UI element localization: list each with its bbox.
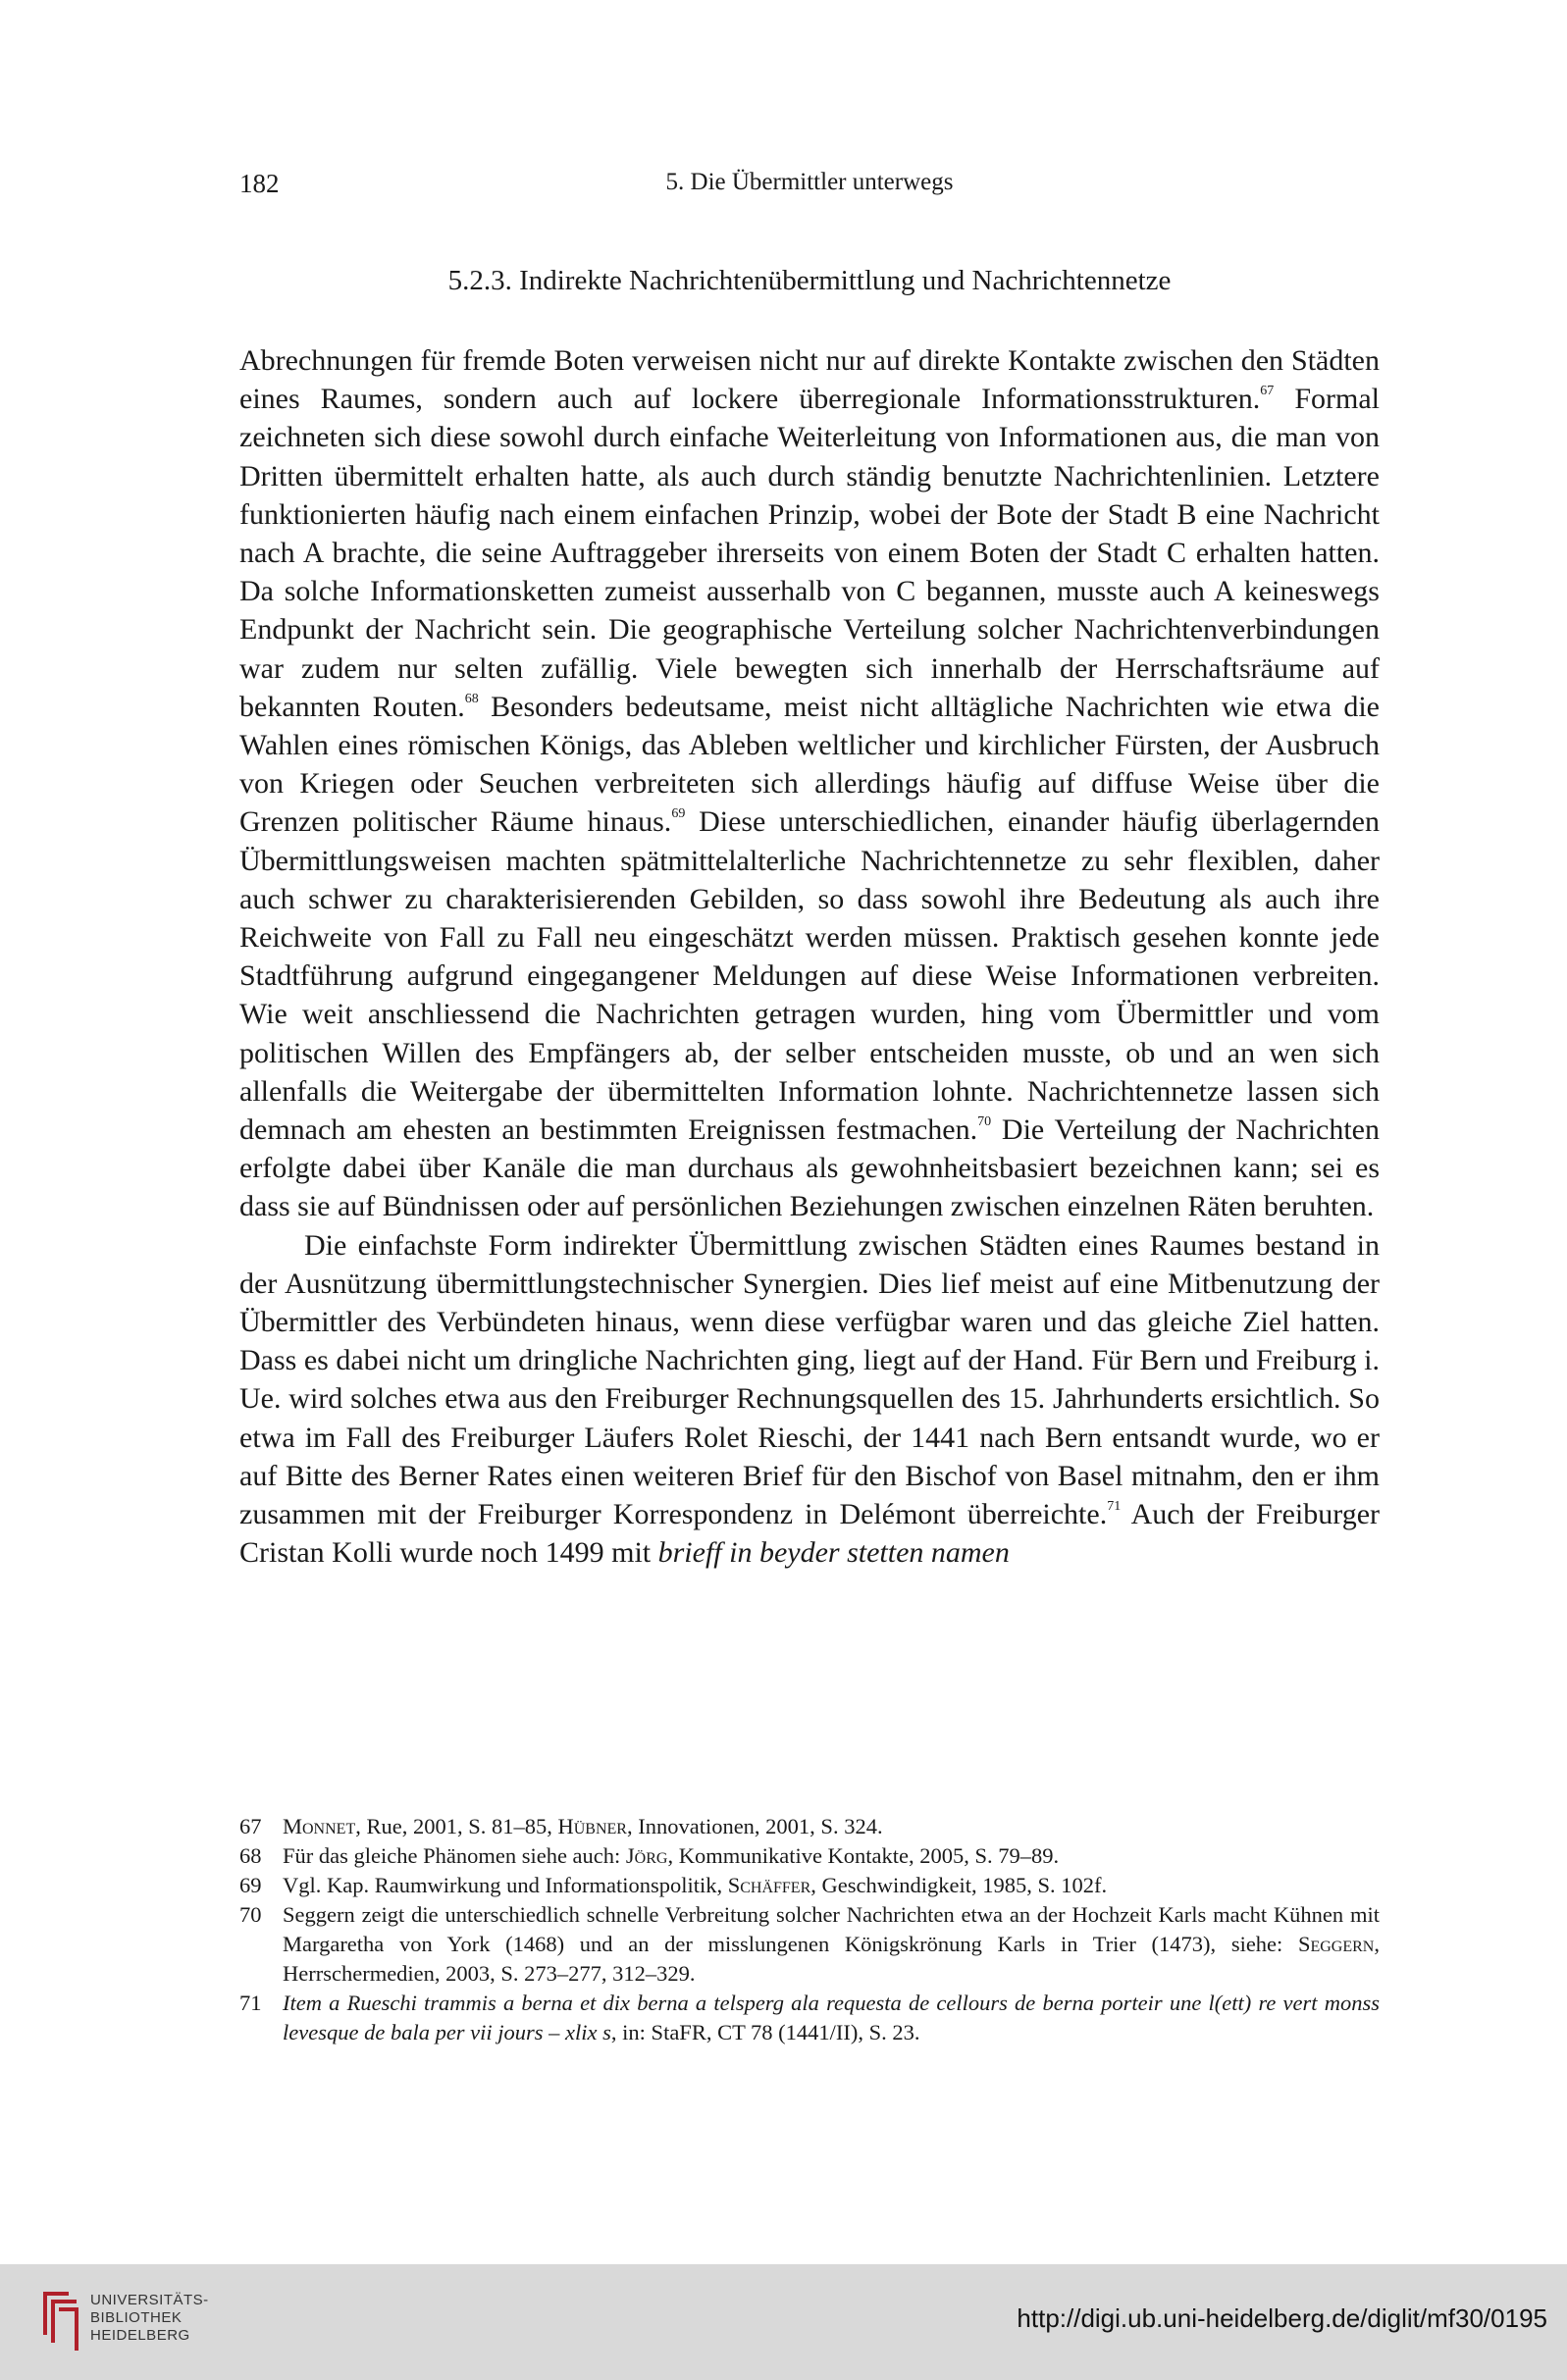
footnote-69 [239, 1871, 1380, 1900]
citation: , Rue, 2001, S. 81–85, [355, 1814, 558, 1838]
section-heading: 5.2.3. Indirekte Nachrichtenübermittlung und Nachrichtennetze [447, 265, 1172, 296]
library-name-line: BIBLIOTHEK [90, 2309, 183, 2326]
citation: , Innovationen, 2001, S. 324. [626, 1814, 883, 1838]
p1-sentence-4: Diese unterschiedlichen, einander häufig überlagernden Übermittlungsweisen machten spätmittelalterliche Nachrichtennetze zu sehr flexiblen, daher auch schwer zu charakterisierenden Gebilden, so dass sowohl ihre Bedeutung als auch ihre Reichweite von Fall zu Fall neu eingeschätzt werden müssen. Praktisch gesehen konnte jede Stadtführung aufgrund eingegangener Meldungen auf diese Weise Informationen verbreiten. Wie weit anschliessend die Nachrichten getragen wurden, hing vom Übermittler und vom politischen Willen des Empfängers ab, der selber entscheiden musste, ob und an wen sich allenfalls die Weitergabe der übermittelten Information lohnte. Nachrichtennetze lassen sich demnach am ehesten an bestimmten Ereignissen festmachen. [239, 805, 1380, 1147]
author-name: Schäffer [727, 1873, 811, 1897]
footnote-number: 68 [239, 1843, 262, 1868]
library-name [90, 2292, 209, 2345]
footnote-ref-71: 71 [1107, 1499, 1122, 1515]
source-url-link[interactable]: http://digi.ub.uni-heidelberg.de/diglit/mf30/0195 [1017, 2303, 1547, 2333]
running-header [239, 169, 1380, 208]
footnote-ref-68: 68 [464, 691, 479, 706]
author-name: Seggern [1297, 1932, 1375, 1956]
p1-sentence-3: Besonders bedeutsame, meist nicht alltägliche Nachrichten wie etwa die Wahlen eines römischen Königs, das Ableben weltlicher und kirchlicher Fürsten, der Ausbruch von Kriegen oder Seuchen verbreiteten sich allerdings häufig auf diffuse Weise über die Grenzen politischer Räume hinaus. [239, 690, 1380, 839]
library-banner [0, 2264, 1567, 2380]
footnote-number: 67 [239, 1814, 262, 1838]
footnote-68 [239, 1841, 1380, 1871]
author-name: Monnet [283, 1814, 356, 1838]
library-name-line: HEIDELBERG [90, 2327, 190, 2344]
citation: , Geschwindigkeit, 1985, S. 102f. [810, 1873, 1108, 1897]
footnote-text [283, 1900, 1380, 1989]
footnote-70 [239, 1900, 1380, 1989]
footnote-ref-67: 67 [1260, 384, 1275, 399]
citation: , Kommunikative Kontakte, 2005, S. 79–89. [667, 1843, 1060, 1868]
p2-sentence-1: Die einfachste Form indirekter Übermittlung zwischen Städten eines Raumes bestand in der Ausnützung übermittlungstechnischer Synergien. Dies lief meist auf eine Mitbenutzung der Übermittler des Verbündeten hinaus, wenn diese verfügbar waren und das gleiche Ziel hatten. Dass es dabei nicht um dringliche Nachrichten ging, liegt auf der Hand. Für Bern und Freiburg i. Ue. wird solches etwa aus den Freiburger Rechnungsquellen des 15. Jahrhunderts ersichtlich. So etwa im Fall des Freiburger Läufers Rolet Rieschi, der 1441 nach Bern entsandt wurde, wo er auf Bitte des Berner Rates einen weiteren Brief für den Bischof von Basel mitnahm, den er ihm zusammen mit der Freiburger Korrespondenz in Delémont überreichte. [239, 1228, 1380, 1531]
library-name-line: UNIVERSITÄTS- [90, 2292, 209, 2308]
footnote-71 [239, 1989, 1380, 2047]
p1-sentence-1: Abrechnungen für fremde Boten verweisen nicht nur auf direkte Kontakte zwischen den Städten eines Raumes, sondern auch auf lockere überregionale Informationsstrukturen. [239, 344, 1380, 416]
p2-sentence-2: Auch der Freiburger Cristan Kolli wurde noch 1499 mit [239, 1498, 1380, 1570]
footnote-text [283, 1812, 1380, 1841]
author-name: Jörg [625, 1843, 668, 1868]
footnote-number: 71 [239, 1991, 262, 2015]
page-number: 182 [239, 169, 280, 198]
p1-sentence-2: Formal zeichneten sich diese sowohl durch einfache Weiterleitung von Informationen aus, die man von Dritten übermittelt erhalten hatte, als auch durch ständig benutzte Nachrichtenlinien. Letztere funktionierten häufig nach einem einfachen Prinzip, wobei der Bote der Stadt B eine Nachricht nach A brachte, die seine Auftraggeber ihrerseits von einem Boten der Stadt C erhalten hatten. Da solche Informationsketten zumeist ausserhalb von C begannen, musste auch A keineswegs Endpunkt der Nachricht sein. Die geographische Verteilung solcher Nachrichtenverbindungen war zudem nur selten zufällig. Viele bewegten sich innerhalb der Herrschaftsräume auf bekannten Routen. [239, 383, 1380, 723]
footnotes [239, 1812, 1380, 2047]
author-name: Hübner [557, 1814, 627, 1838]
footnote-text [283, 1989, 1380, 2047]
footnote-number: 70 [239, 1902, 262, 1927]
p1-sentence-5: Die Verteilung der Nachrichten erfolgte dabei über Kanäle die man durchaus als gewohnheitsbasiert bezeichnen kann; sei es dass sie auf Bündnissen oder auf persönlichen Beziehungen zwischen einzelnen Räten beruhten. [239, 1113, 1381, 1223]
body-text [239, 341, 1380, 1573]
citation: Seggern zeigt die unterschiedlich schnelle Verbreitung solcher Nachrichten etwa an der Hochzeit Karls macht Kühnen mit Margaretha von York (1468) und an der misslungenen Königskrönung Karls in Trier (1473), siehe: [283, 1902, 1380, 1956]
paragraph-1 [239, 341, 1380, 1226]
footnote-text [283, 1841, 1380, 1871]
source-quote: Item a Rueschi trammis a berna et dix berna a telsperg ala requesta de cellours de berna porteir une l(ett) re vert monss levesque de bala per vii jours – xlix s [283, 1991, 1380, 2044]
running-title: 5. Die Übermittler unterwegs [665, 169, 954, 195]
footnote-67 [239, 1812, 1380, 1841]
footnote-ref-69: 69 [671, 806, 686, 822]
citation: , Herrschermedien, 2003, S. 273–277, 312–329. [283, 1932, 1380, 1986]
citation: , in: StaFR, CT 78 (1441/II), S. 23. [610, 2020, 920, 2044]
footnote-number: 69 [239, 1873, 262, 1897]
p2-italic-quote: brieff in beyder stetten namen [657, 1536, 1010, 1570]
footnote-text [283, 1871, 1380, 1900]
footnote-ref-70: 70 [977, 1114, 992, 1130]
citation: Vgl. Kap. Raumwirkung und Informationspolitik, [283, 1873, 728, 1897]
citation: Für das gleiche Phänomen siehe auch: [283, 1843, 626, 1868]
paragraph-2 [239, 1226, 1380, 1573]
library-logo-icon [39, 2286, 82, 2354]
